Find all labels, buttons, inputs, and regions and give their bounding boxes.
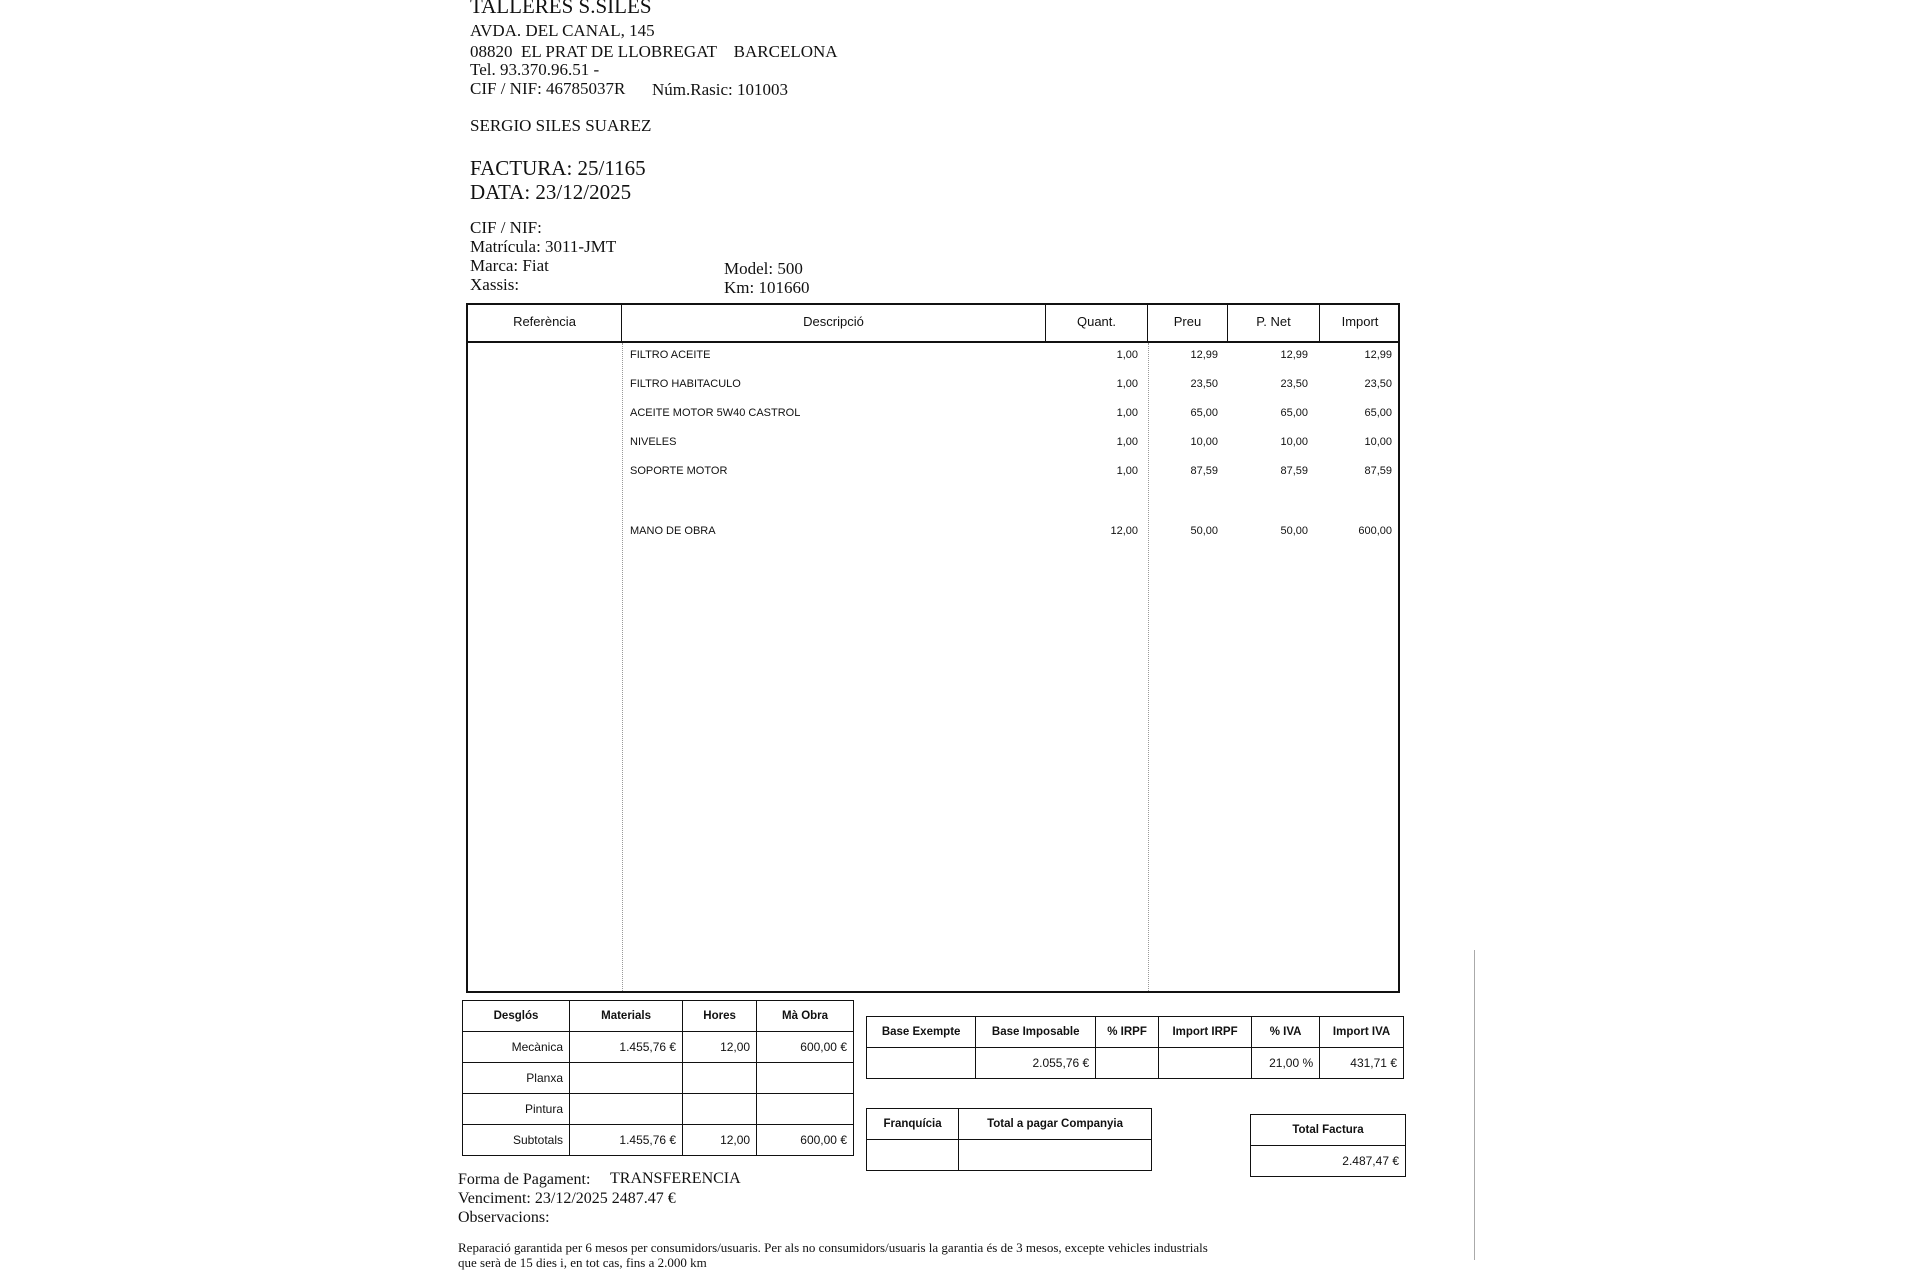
- item-description: NIVELES: [630, 436, 677, 448]
- breakdown-header-desglos: Desglós: [463, 1001, 570, 1032]
- table-row: [867, 1140, 1152, 1171]
- tax-header-taxable-base: Base Imposable: [976, 1017, 1096, 1048]
- client-cif: CIF / NIF:: [470, 218, 542, 237]
- company-city: 08820 EL PRAT DE LLOBREGAT BARCELONA: [470, 42, 838, 61]
- tax-iva-amount: 431,71 €: [1320, 1048, 1404, 1079]
- tax-header-iva-amount: Import IVA: [1320, 1017, 1404, 1048]
- table-row: [468, 407, 1398, 429]
- breakdown-label: Pintura: [463, 1094, 570, 1125]
- company-owner: SERGIO SILES SUAREZ: [470, 116, 652, 135]
- col-header-quantity: Quant.: [1046, 305, 1148, 343]
- vehicle-model: Model: 500: [724, 259, 803, 278]
- col-header-description: Descripció: [622, 305, 1046, 343]
- breakdown-materials: 1.455,76 €: [570, 1125, 683, 1156]
- total-header: Total Factura: [1251, 1115, 1406, 1146]
- item-quantity: 12,00: [1110, 525, 1138, 537]
- table-row: [468, 378, 1398, 400]
- tax-irpf-amount: [1158, 1048, 1251, 1079]
- item-description: FILTRO ACEITE: [630, 349, 711, 361]
- item-net-price: 12,99: [1280, 349, 1308, 361]
- table-row: [468, 349, 1398, 371]
- item-price: 50,00: [1190, 525, 1218, 537]
- vehicle-plate: Matrícula: 3011-JMT: [470, 237, 617, 256]
- item-quantity: 1,00: [1116, 407, 1138, 419]
- vehicle-brand: Marca: Fiat: [470, 256, 549, 275]
- breakdown-hours: [683, 1063, 757, 1094]
- observations-label: Observacions:: [458, 1209, 550, 1226]
- payment-method-value: TRANSFERENCIA: [610, 1170, 741, 1187]
- items-table: [466, 303, 1400, 993]
- tax-header-irpf-amount: Import IRPF: [1158, 1017, 1251, 1048]
- warranty-text: Reparació garantida per 6 mesos per consumidors/usuaris. Per als no consumidors/usuaris la garantia és de 3 mesos, excepte vehicles industrials: [458, 1240, 1208, 1255]
- item-price: 65,00: [1190, 407, 1218, 419]
- item-quantity: 1,00: [1116, 349, 1138, 361]
- tax-iva-percent: 21,00 %: [1252, 1048, 1320, 1079]
- item-net-price: 23,50: [1280, 378, 1308, 390]
- item-net-price: 65,00: [1280, 407, 1308, 419]
- tax-header-iva-percent: % IVA: [1252, 1017, 1320, 1048]
- tax-irpf-percent: [1096, 1048, 1159, 1079]
- invoice-number: FACTURA: 25/1165: [470, 156, 646, 180]
- scan-edge: [1474, 950, 1475, 1260]
- tax-taxable-base: 2.055,76 €: [976, 1048, 1096, 1079]
- company-rasic: Núm.Rasic: 101003: [652, 80, 788, 99]
- company-address: AVDA. DEL CANAL, 145: [470, 21, 655, 40]
- breakdown-header-labour: Mà Obra: [757, 1001, 854, 1032]
- tax-header-irpf-percent: % IRPF: [1096, 1017, 1159, 1048]
- item-price: 10,00: [1190, 436, 1218, 448]
- table-row: [463, 1094, 854, 1125]
- breakdown-label: Mecànica: [463, 1032, 570, 1063]
- table-row: [463, 1063, 854, 1094]
- breakdown-hours: [683, 1094, 757, 1125]
- breakdown-materials: [570, 1063, 683, 1094]
- table-row: [463, 1125, 854, 1156]
- item-description: FILTRO HABITACULO: [630, 378, 741, 390]
- payment-method-label: Forma de Pagament:: [458, 1171, 591, 1188]
- table-row: [463, 1032, 854, 1063]
- item-net-price: 50,00: [1280, 525, 1308, 537]
- tax-table: [866, 1016, 1404, 1079]
- company-phone: Tel. 93.370.96.51 -: [470, 60, 600, 79]
- breakdown-header-hours: Hores: [683, 1001, 757, 1032]
- item-quantity: 1,00: [1116, 465, 1138, 477]
- total-value: 2.487,47 €: [1251, 1146, 1406, 1177]
- breakdown-label: Planxa: [463, 1063, 570, 1094]
- insurance-header-company-total: Total a pagar Companyia: [959, 1109, 1152, 1140]
- insurance-header-excess: Franquícia: [867, 1109, 959, 1140]
- item-amount: 12,99: [1364, 349, 1392, 361]
- breakdown-header-materials: Materials: [570, 1001, 683, 1032]
- insurance-excess: [867, 1140, 959, 1171]
- item-amount: 23,50: [1364, 378, 1392, 390]
- invoice-date: DATA: 23/12/2025: [470, 180, 632, 204]
- breakdown-label: Subtotals: [463, 1125, 570, 1156]
- breakdown-hours: 12,00: [683, 1125, 757, 1156]
- breakdown-labour: 600,00 €: [757, 1032, 854, 1063]
- col-header-reference: Referència: [468, 305, 622, 343]
- breakdown-materials: [570, 1094, 683, 1125]
- company-name: TALLERES S.SILES: [470, 0, 652, 18]
- insurance-table: [866, 1108, 1152, 1171]
- breakdown-labour: 600,00 €: [757, 1125, 854, 1156]
- col-header-net-price: P. Net: [1228, 305, 1320, 343]
- total-table: [1250, 1114, 1406, 1177]
- item-quantity: 1,00: [1116, 378, 1138, 390]
- due-date: Venciment: 23/12/2025 2487.47 €: [458, 1190, 676, 1207]
- col-header-price: Preu: [1148, 305, 1228, 343]
- vehicle-km: Km: 101660: [724, 278, 810, 297]
- vehicle-chassis: Xassis:: [470, 275, 520, 294]
- tax-base-exempt: [867, 1048, 976, 1079]
- item-price: 23,50: [1190, 378, 1218, 390]
- breakdown-materials: 1.455,76 €: [570, 1032, 683, 1063]
- item-description: SOPORTE MOTOR: [630, 465, 728, 477]
- table-row: [468, 465, 1398, 487]
- item-net-price: 10,00: [1280, 436, 1308, 448]
- item-amount: 600,00: [1358, 525, 1392, 537]
- breakdown-labour: [757, 1094, 854, 1125]
- item-description: MANO DE OBRA: [630, 525, 716, 537]
- item-description: ACEITE MOTOR 5W40 CASTROL: [630, 407, 801, 419]
- table-row: [468, 525, 1398, 547]
- breakdown-hours: 12,00: [683, 1032, 757, 1063]
- item-price: 12,99: [1190, 349, 1218, 361]
- item-amount: 87,59: [1364, 465, 1392, 477]
- item-amount: 65,00: [1364, 407, 1392, 419]
- item-amount: 10,00: [1364, 436, 1392, 448]
- item-net-price: 87,59: [1280, 465, 1308, 477]
- breakdown-table: [462, 1000, 854, 1156]
- insurance-company-total: [959, 1140, 1152, 1171]
- tax-header-base-exempt: Base Exempte: [867, 1017, 976, 1048]
- item-price: 87,59: [1190, 465, 1218, 477]
- table-row: [468, 436, 1398, 458]
- col-header-amount: Import: [1320, 305, 1400, 343]
- company-cif: CIF / NIF: 46785037R: [470, 79, 626, 98]
- table-row: [867, 1048, 1404, 1079]
- breakdown-labour: [757, 1063, 854, 1094]
- item-quantity: 1,00: [1116, 436, 1138, 448]
- warranty-text-2: que serà de 15 dies i, en tot cas, fins a 2.000 km: [458, 1255, 707, 1270]
